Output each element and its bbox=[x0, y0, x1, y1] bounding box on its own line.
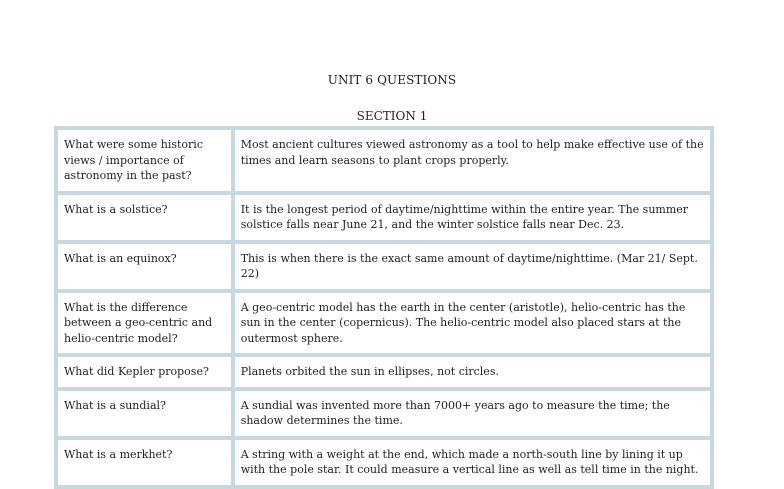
table-row bbox=[56, 291, 712, 356]
table-row bbox=[56, 355, 712, 389]
table-row bbox=[56, 242, 712, 291]
table-row bbox=[56, 193, 712, 242]
document-title: UNIT 6 QUESTIONS bbox=[327, 73, 457, 87]
section-heading: SECTION 1 bbox=[356, 109, 428, 123]
question-cell: What is a solstice? bbox=[56, 193, 233, 242]
answer-cell: Planets orbited the sun in ellipses, not circles. bbox=[233, 355, 712, 389]
table-row bbox=[56, 438, 712, 487]
question-cell: What did Kepler propose? bbox=[56, 355, 233, 389]
answer-cell: It is the longest period of daytime/nighttime within the entire year. The summer solstice falls near June 21, and the winter solstice falls near Dec. 23. bbox=[233, 193, 712, 242]
answer-cell: A sundial was invented more than 7000+ years ago to measure the time; the shadow determines the time. bbox=[233, 389, 712, 438]
question-cell: What is an equinox? bbox=[56, 242, 233, 291]
question-cell: What is the difference between a geo-centric and helio-centric model? bbox=[56, 291, 233, 356]
table-row bbox=[56, 128, 712, 193]
question-cell: What is a sundial? bbox=[56, 389, 233, 438]
questions-table bbox=[54, 126, 714, 489]
answer-cell: A geo-centric model has the earth in the center (aristotle), helio-centric has the sun in the center (copernicus). The helio-centric model also placed stars at the outermost sphere. bbox=[233, 291, 712, 356]
answer-cell: This is when there is the exact same amount of daytime/nighttime. (Mar 21/ Sept. 22) bbox=[233, 242, 712, 291]
question-cell: What is a merkhet? bbox=[56, 438, 233, 487]
table-row bbox=[56, 389, 712, 438]
answer-cell: A string with a weight at the end, which made a north-south line by lining it up with the pole star. It could measure a vertical line as well as tell time in the night. bbox=[233, 438, 712, 487]
question-cell: What were some historic views / importance of astronomy in the past? bbox=[56, 128, 233, 193]
answer-cell: Most ancient cultures viewed astronomy as a tool to help make effective use of the times and learn seasons to plant crops properly. bbox=[233, 128, 712, 193]
